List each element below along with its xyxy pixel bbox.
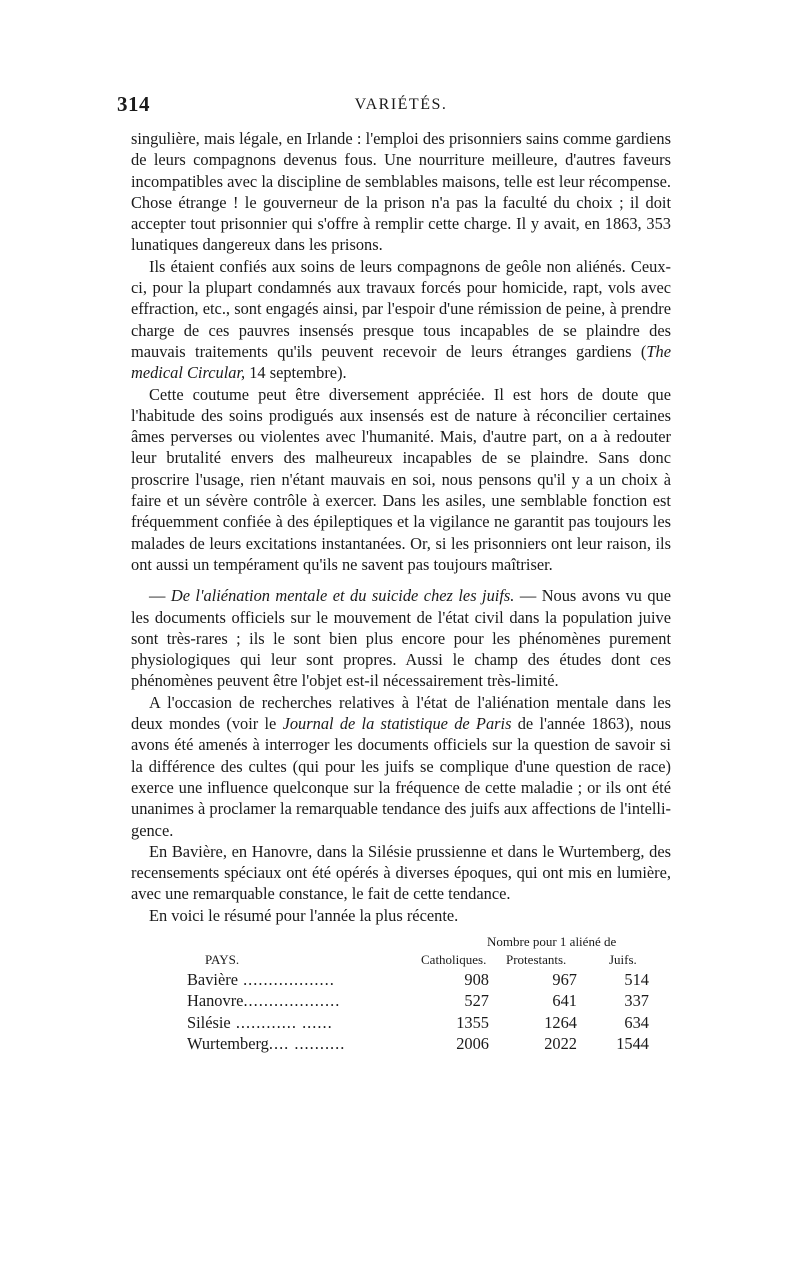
text-segment: — Nous avons vu que les documents officiels sur le mouvement de l'état civil dans la population juive sont très-rares ; ils le sont bien plus encore pour les phénomènes purement physiologiques qui leur sont propres. Aussi le champ des études dont ces phénomènes peuvent être l'objet est-il nécessairement très-limité. — [131, 586, 671, 691]
paragraph-p6 — [131, 841, 671, 905]
value-catholics: 1355 — [456, 1012, 489, 1032]
paragraph-p5 — [131, 692, 671, 841]
paragraph-p7 — [131, 905, 671, 926]
paragraph-p3 — [131, 384, 671, 576]
book-page — [117, 92, 671, 1056]
country-label: Bavière — [187, 969, 238, 989]
table-row — [131, 991, 671, 1013]
paragraph-p4 — [131, 585, 671, 691]
value-protestants: 641 — [552, 991, 577, 1011]
leader-dots: .................. — [237, 969, 335, 989]
value-catholics: 908 — [464, 969, 489, 989]
value-protestants: 2022 — [544, 1034, 577, 1054]
page-header — [117, 92, 671, 122]
text-segment: singulière, mais légale, en Irlande : l'emploi des prisonniers sains comme gardiens de leurs compagnons devenus fous. Une nourriture meilleure, d'autres faveurs incompatibles avec la discipline de semblables maisons, telle est leur récompense. Chose étrange ! le gouverneur de la prison n'a pas la faculté du choix ; il doit accepter tout prisonnier qui s'offre à remplir cette charge. Il y avait, en 1863, 353 lunatiques dangereux dans les prisons. — [131, 129, 671, 255]
leader-dots: .... .......... — [268, 1034, 346, 1054]
text-segment: de l'année 1863), nous avons été amenés à interroger les documents officiels sur la question de savoir si la différence des cultes (qui pour les juifs se complique d'une question de race) exerce une influence quelconque sur la fréquence de cette maladie ; or ils ont été unanimes à proclamer la remarquable tendance des juifs aux affections de l'intelligence. — [131, 714, 671, 840]
table-column-headers — [131, 950, 671, 970]
paragraph-p2 — [131, 256, 671, 384]
country-label: Hanovre — [187, 991, 244, 1011]
leader-dots: ................... — [243, 991, 341, 1011]
country-label: Wurtemberg — [187, 1034, 269, 1054]
body-text — [131, 128, 671, 926]
text-segment: A l'occasion de recherches relatives à l'état de l'aliénation mentale dans les deux mondes (voir le — [131, 692, 671, 734]
text-segment: Ils étaient confiés aux soins de leurs compagnons de geôle non aliénés. Ceux-ci, pour la plupart condamnés aux travaux forcés pour homicide, rapt, vols avec effraction, etc., sont engagés ainsi, par l'espoir d'une rémission de peine, à prendre charge de ces pauvres insensés presque tous incapables de se plaindre des mauvais traitements qu'ils peuvent recevoir de leurs étranges gardiens ( — [131, 256, 671, 361]
running-title: VARIÉTÉS. — [354, 96, 448, 113]
text-segment: Cette coutume peut être diversement appréciée. Il est hors de doute que l'habitude des soins prodigués aux insensés est de nature à réconcilier certaines âmes perverses ou violentes avec l'humanité. Mais, d'autre part, on a à redouter leur brutalité envers des malheureux incapables de se plaindre. Sans donc proscrire l'usage, rien n'étant mauvais en soi, nous pensons qu'il y a un choix à faire et un sévère contrôle à exercer. Dans les asiles, une semblable fonction est fréquemment confiée à des épileptiques et la vigilance ne garantit pas toujours les malades de leurs excitations instantanées. Or, si les prisonniers ont leur raison, ils ont aussi un tempérament qu'ils ne savent pas toujours maîtriser. — [131, 384, 671, 574]
leader-dots: ............ ...... — [230, 1012, 333, 1032]
country-name — [187, 970, 335, 990]
value-jews: 514 — [624, 969, 649, 989]
value-jews: 634 — [624, 1012, 649, 1032]
country-name — [187, 1034, 345, 1054]
text-segment: En voici le résumé pour l'année la plus récente. — [149, 905, 459, 925]
text-segment: 14 septembre). — [245, 363, 347, 383]
country-name — [187, 991, 340, 1011]
value-protestants: 1264 — [544, 1012, 577, 1032]
text-segment: The medical Circular, — [131, 341, 671, 383]
table-super-header-text: Nombre pour 1 aliéné de — [487, 933, 617, 949]
text-segment: Journal de la statistique de Paris — [282, 714, 512, 734]
country-label: Silésie — [187, 1012, 231, 1032]
value-jews: 337 — [624, 991, 649, 1011]
text-segment: En Bavière, en Hanovre, dans la Silésie prussienne et dans le Wurtemberg, des recensements spéciaux ont été opérés à diverses époques, qui ont mis en lumière, avec une remarquable constance, le fait de cette tendance. — [131, 841, 671, 904]
table-row — [131, 1034, 671, 1056]
value-protestants: 967 — [552, 969, 577, 989]
column-header-jews: Juifs. — [609, 951, 637, 967]
text-segment: De l'aliénation mentale et du suicide chez les juifs. — [170, 586, 515, 606]
text-segment: — — [149, 586, 171, 606]
paragraph-p1 — [131, 128, 671, 256]
table-row — [131, 970, 671, 992]
column-header-country: PAYS. — [205, 951, 240, 967]
country-name — [187, 1013, 333, 1033]
page-number: 314 — [117, 92, 150, 116]
value-catholics: 527 — [464, 991, 489, 1011]
value-catholics: 2006 — [456, 1034, 489, 1054]
table-rows — [131, 970, 671, 1056]
statistics-table — [131, 932, 671, 1056]
table-row — [131, 1013, 671, 1035]
column-header-protestants: Protestants. — [506, 951, 567, 967]
value-jews: 1544 — [616, 1034, 649, 1054]
column-header-catholics: Catholiques. — [421, 951, 487, 967]
table-super-header — [131, 932, 671, 950]
